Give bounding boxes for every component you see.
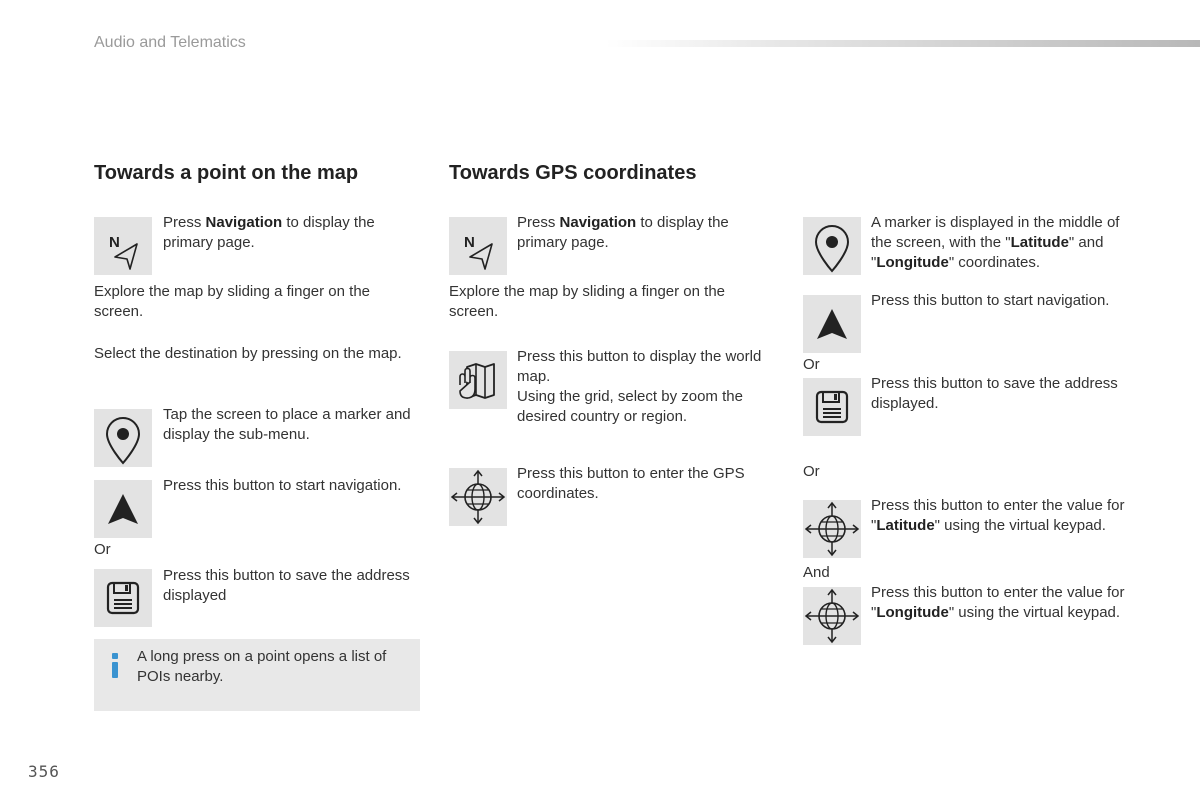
col3-or2-text: Or bbox=[803, 463, 820, 480]
info-icon bbox=[110, 653, 120, 677]
col2-world-line2: Using the grid, select by zoom the desired country or region. bbox=[517, 388, 743, 425]
col1-select-text: Select the destination by pressing on the map. bbox=[94, 345, 402, 362]
col1-save-text: Press this button to save the address displayed bbox=[163, 567, 410, 604]
col2-step1-text: Press Navigation to display the primary page. bbox=[517, 214, 729, 251]
info-note-box bbox=[94, 639, 420, 711]
col3-or1-text: Or bbox=[803, 356, 820, 373]
col1-marker-text: Tap the screen to place a marker and display the sub-menu. bbox=[163, 406, 411, 443]
col1-start-text: Press this button to start navigation. bbox=[163, 477, 402, 494]
gps-globe-icon[interactable] bbox=[803, 500, 861, 558]
col3-marker-text: A marker is displayed in the middle of the screen, with the "Latitude" and "Longitude" coordinates. bbox=[871, 214, 1120, 271]
section-title-gps: Towards GPS coordinates bbox=[449, 162, 697, 184]
map-marker-icon[interactable] bbox=[803, 217, 861, 275]
info-note-text: A long press on a point opens a list of POIs nearby. bbox=[137, 648, 387, 685]
col1-step1-text: Press Navigation to display the primary page. bbox=[163, 214, 375, 251]
col1-explore-text: Explore the map by sliding a finger on the screen. bbox=[94, 283, 370, 320]
save-icon[interactable] bbox=[803, 378, 861, 436]
save-icon[interactable] bbox=[94, 569, 152, 627]
col1-or-text: Or bbox=[94, 541, 111, 558]
navigation-icon[interactable] bbox=[94, 217, 152, 275]
col2-gps-text: Press this button to enter the GPS coordinates. bbox=[517, 465, 745, 502]
map-marker-icon[interactable] bbox=[94, 409, 152, 467]
start-navigation-icon[interactable] bbox=[94, 480, 152, 538]
start-navigation-icon[interactable] bbox=[803, 295, 861, 353]
col2-explore-text: Explore the map by sliding a finger on the screen. bbox=[449, 283, 725, 320]
col3-start-text: Press this button to start navigation. bbox=[871, 292, 1110, 309]
section-title-map-point: Towards a point on the map bbox=[94, 162, 359, 184]
page-number: 356 bbox=[28, 762, 60, 781]
header-gradient-bar bbox=[606, 40, 1200, 47]
col3-longitude-text: Press this button to enter the value for "Longitude" using the virtual keypad. bbox=[871, 584, 1125, 621]
gps-globe-icon[interactable] bbox=[803, 587, 861, 645]
col3-and-text: And bbox=[803, 564, 830, 581]
gps-globe-icon[interactable] bbox=[449, 468, 507, 526]
header-section-title: Audio and Telematics bbox=[94, 34, 246, 51]
col3-latitude-text: Press this button to enter the value for "Latitude" using the virtual keypad. bbox=[871, 497, 1125, 534]
col3-save-text: Press this button to save the address displayed. bbox=[871, 375, 1118, 412]
col2-world-text bbox=[517, 347, 779, 427]
world-map-icon[interactable] bbox=[449, 351, 507, 409]
col2-world-line1: Press this button to display the world map. bbox=[517, 348, 762, 385]
navigation-icon[interactable] bbox=[449, 217, 507, 275]
